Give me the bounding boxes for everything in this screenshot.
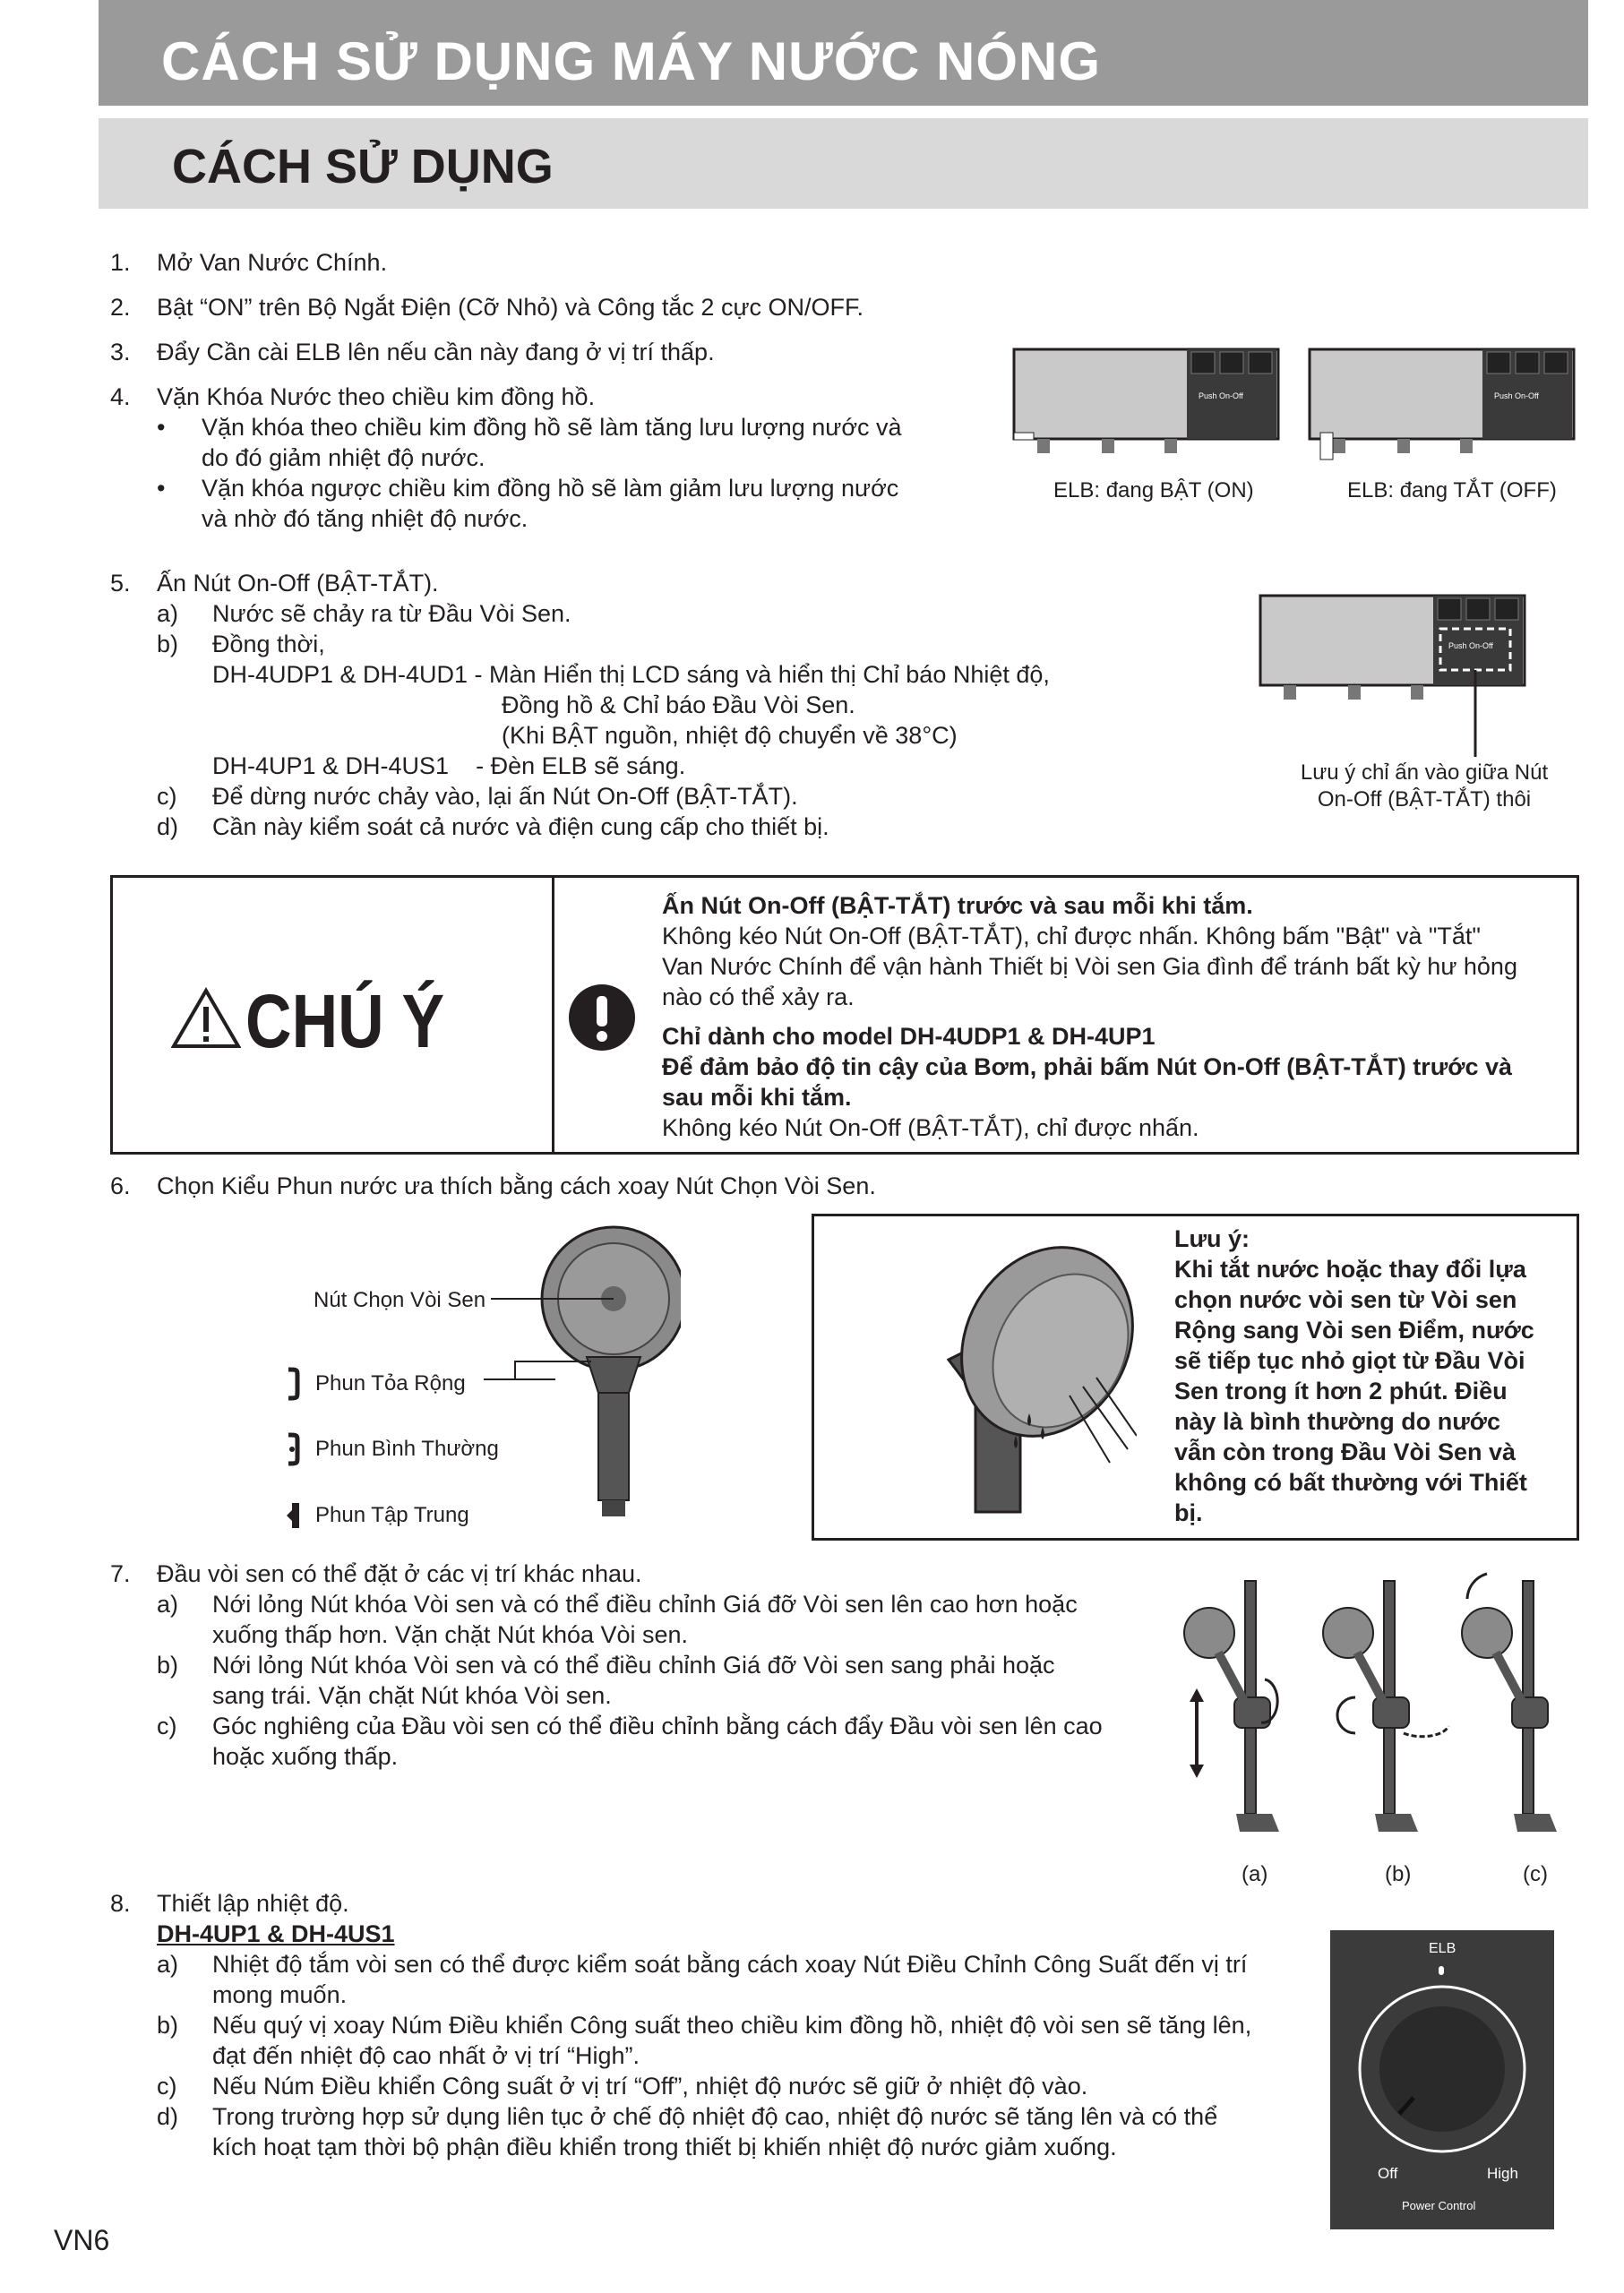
high-label: High xyxy=(1487,2165,1518,2182)
step-5b-text: Đồng thời, xyxy=(212,631,325,657)
spray-focus-icon xyxy=(285,1498,306,1533)
step-8d-line-1: Trong trường hợp sử dụng liên tục ở chế độ nhiệt độ cao, nhiệt độ nước sẽ tăng lên và có thể xyxy=(212,2103,1218,2130)
elb-off-caption: ELB: đang TẮT (OFF) xyxy=(1347,478,1557,502)
bullet: • xyxy=(157,414,166,441)
step-number: 5. xyxy=(110,570,131,597)
push-button-figure xyxy=(1259,591,1527,761)
power-control-label: Power Control xyxy=(1402,2199,1476,2212)
caution-line-3: Van Nước Chính để vận hành Thiết bị Vòi sen Gia đình để tránh bất kỳ hư hỏng xyxy=(662,953,1517,980)
step-7c-line-2: hoặc xuống thấp. xyxy=(212,1743,399,1770)
warning-triangle-icon xyxy=(171,987,241,1050)
step-8b-line-2: đạt đến nhiệt độ cao nhất ở vị trí “High”. xyxy=(212,2042,640,2069)
dripping-shower-illustration xyxy=(868,1234,1137,1521)
step-number: 8. xyxy=(110,1890,131,1917)
position-b xyxy=(1323,1581,1448,1832)
leader-lines xyxy=(484,1370,627,1397)
note-line-6: này là bình thường do nước xyxy=(1174,1408,1500,1435)
position-b-label: (b) xyxy=(1385,1862,1412,1886)
step-7b-line-2: sang trái. Vặn chặt Nút khóa Vòi sen. xyxy=(212,1682,612,1709)
step-5-text: Ấn Nút On-Off (BẬT-TẮT). xyxy=(157,570,439,597)
item-label: b) xyxy=(157,2012,179,2039)
item-label: b) xyxy=(157,1652,179,1679)
step-8-model: DH-4UP1 & DH-4US1 xyxy=(157,1920,395,1947)
page-title: CÁCH SỬ DỤNG MÁY NƯỚC NÓNG xyxy=(161,31,1101,91)
note-title: Lưu ý: xyxy=(1174,1225,1250,1252)
step-4-text: Vặn Khóa Nước theo chiều kim đồng hồ. xyxy=(157,383,596,410)
spray-normal-label: Phun Bình Thường xyxy=(315,1437,499,1461)
caution-line-7: sau mỗi khi tắm. xyxy=(662,1084,852,1111)
step-number: 2. xyxy=(110,294,131,321)
note-box xyxy=(812,1214,1579,1541)
elb-panel-label: ELB xyxy=(1429,1941,1456,1956)
item-label: c) xyxy=(157,1713,177,1739)
step-7c-line-1: Góc nghiêng của Đầu vòi sen có thể điều chỉnh bằng cách đẩy Đầu vòi sen lên cao xyxy=(212,1713,1103,1739)
step-8b-line-1: Nếu quý vị xoay Núm Điều khiển Công suất theo chiều kim đồng hồ, nhiệt độ vòi sen sẽ tăng lên, xyxy=(212,2012,1252,2039)
step-8d-line-2: kích hoạt tạm thời bộ phận điều khiển trong thiết bị khiến nhiệt độ nước giảm xuống. xyxy=(212,2134,1117,2160)
selector-label: Nút Chọn Vòi Sen xyxy=(314,1288,486,1312)
bullet: • xyxy=(157,475,166,502)
item-label: a) xyxy=(157,600,179,627)
svg-text:Push On-Off: Push On-Off xyxy=(1494,391,1539,400)
caution-line-5: Chỉ dành cho model DH-4UDP1 & DH-4UP1 xyxy=(662,1023,1156,1050)
note-line-7: vẫn còn trong Đầu Vòi Sen và xyxy=(1174,1438,1517,1465)
elb-on-caption: ELB: đang BẬT (ON) xyxy=(1053,478,1254,502)
step-5c-text: Để dừng nước chảy vào, lại ấn Nút On-Off (BẬT-TẮT). xyxy=(212,783,798,810)
item-label: c) xyxy=(157,2073,177,2100)
spray-wide-icon xyxy=(285,1366,306,1402)
push-note-1: Lưu ý chỉ ấn vào giữa Nút xyxy=(1300,760,1549,785)
step-5b-line-3: (Khi BẬT nguồn, nhiệt độ chuyển về 38°C) xyxy=(502,722,958,749)
push-note-2: On-Off (BẬT-TẮT) thôi xyxy=(1317,787,1532,812)
step-4-bullet-2: Vặn khóa ngược chiều kim đồng hồ sẽ làm giảm lưu lượng nước xyxy=(202,475,899,502)
elb-off-illustration xyxy=(1310,349,1574,459)
spray-focus-label: Phun Tập Trung xyxy=(315,1503,469,1527)
position-a xyxy=(1184,1581,1279,1832)
step-number: 3. xyxy=(110,339,131,365)
exclamation-icon xyxy=(568,983,636,1052)
note-line-5: Sen trong ít hơn 2 phút. Điều xyxy=(1174,1378,1508,1404)
note-line-4: sẽ tiếp tục nhỏ giọt từ Đầu Vòi xyxy=(1174,1347,1525,1374)
item-label: b) xyxy=(157,631,179,657)
note-line-3: Rộng sang Vòi sen Điểm, nước xyxy=(1174,1317,1534,1344)
step-8c-line-1: Nếu Núm Điều khiển Công suất ở vị trí “Off”, nhiệt độ nước sẽ giữ ở nhiệt độ vào. xyxy=(212,2073,1088,2100)
step-number: 7. xyxy=(110,1560,131,1587)
off-label: Off xyxy=(1378,2165,1398,2182)
step-8a-line-2: mong muốn. xyxy=(212,1981,348,2008)
step-7-text: Đầu vòi sen có thể đặt ở các vị trí khác nhau. xyxy=(157,1560,642,1587)
item-label: a) xyxy=(157,1591,179,1618)
elb-lamp xyxy=(1439,1966,1444,1975)
step-number: 6. xyxy=(110,1172,131,1199)
step-4-bullet-1: Vặn khóa theo chiều kim đồng hồ sẽ làm tăng lưu lượng nước và xyxy=(202,414,902,441)
step-5b-line-1: DH-4UDP1 & DH-4UD1 - Màn Hiển thị LCD sáng và hiển thị Chỉ báo Nhiệt độ, xyxy=(212,661,1050,688)
item-label: d) xyxy=(157,813,179,840)
caution-line-8: Không kéo Nút On-Off (BẬT-TẮT), chỉ được nhấn. xyxy=(662,1114,1199,1141)
page-number: VN6 xyxy=(54,2224,110,2256)
step-5a-text: Nước sẽ chảy ra từ Đầu Vòi Sen. xyxy=(212,600,571,627)
step-5b-line-4: DH-4UP1 & DH-4US1 - Đèn ELB sẽ sáng. xyxy=(212,752,686,779)
step-number: 1. xyxy=(110,249,131,276)
note-line-8: không có bất thường với Thiết xyxy=(1174,1469,1527,1496)
note-line-9: bị. xyxy=(1174,1499,1203,1526)
step-1-text: Mở Van Nước Chính. xyxy=(157,249,388,276)
step-5b-line-2: Đồng hồ & Chỉ báo Đầu Vòi Sen. xyxy=(502,691,855,718)
step-5d-text: Cần này kiểm soát cả nước và điện cung cấp cho thiết bị. xyxy=(212,813,829,840)
item-label: c) xyxy=(157,783,177,810)
step-8a-line-1: Nhiệt độ tắm vòi sen có thể được kiểm soát bằng cách xoay Nút Điều Chỉnh Công Suất đến vị trí xyxy=(212,1951,1248,1978)
step-4-bullet-2-cont: và nhờ đó tăng nhiệt độ nước. xyxy=(202,505,528,532)
caution-line-4: nào có thể xảy ra. xyxy=(662,983,855,1010)
caution-title: CHÚ Ý xyxy=(245,979,445,1063)
step-4-bullet-1-cont: do đó giảm nhiệt độ nước. xyxy=(202,444,485,471)
caution-line-6: Để đảm bảo độ tin cậy của Bơm, phải bấm Nút On-Off (BẬT-TẮT) trước và xyxy=(662,1053,1513,1080)
step-7b-line-1: Nới lỏng Nút khóa Vòi sen và có thể điều chỉnh Giá đỡ Vòi sen sang phải hoặc xyxy=(212,1652,1055,1679)
subtitle-banner xyxy=(99,118,1588,209)
power-control-knob[interactable] xyxy=(1353,1980,1532,2159)
power-control-panel xyxy=(1330,1930,1554,2229)
spray-normal-icon xyxy=(285,1431,306,1467)
item-label: d) xyxy=(157,2103,179,2130)
position-c xyxy=(1462,1574,1557,1832)
item-label: a) xyxy=(157,1951,179,1978)
spray-wide-label: Phun Tỏa Rộng xyxy=(315,1371,466,1396)
caution-line-2: Không kéo Nút On-Off (BẬT-TẮT), chỉ được nhấn. Không bấm "Bật" và "Tắt" xyxy=(662,923,1482,949)
step-8-text: Thiết lập nhiệt độ. xyxy=(157,1890,349,1917)
caution-box xyxy=(110,875,1579,1155)
caution-line-1: Ấn Nút On-Off (BẬT-TẮT) trước và sau mỗi khi tắm. xyxy=(662,892,1253,919)
note-line-2: chọn nước vòi sen từ Vòi sen xyxy=(1174,1286,1517,1313)
svg-text:Push On-Off: Push On-Off xyxy=(1448,641,1493,650)
step-3-text: Đẩy Cần cài ELB lên nếu cần này đang ở vị trí thấp. xyxy=(157,339,715,365)
title-banner xyxy=(99,0,1588,106)
position-a-label: (a) xyxy=(1242,1862,1268,1886)
step-6-text: Chọn Kiểu Phun nước ưa thích bằng cách xoay Nút Chọn Vòi Sen. xyxy=(157,1172,876,1199)
step-7a-line-1: Nới lỏng Nút khóa Vòi sen và có thể điều chỉnh Giá đỡ Vòi sen lên cao hơn hoặc xyxy=(212,1591,1078,1618)
shower-positions-figure xyxy=(1164,1563,1585,1859)
elb-figures xyxy=(1012,345,1585,466)
elb-on-illustration xyxy=(1014,349,1278,453)
svg-text:Push On-Off: Push On-Off xyxy=(1199,391,1243,400)
position-c-label: (c) xyxy=(1523,1862,1548,1886)
note-line-1: Khi tắt nước hoặc thay đổi lựa xyxy=(1174,1256,1526,1283)
divider xyxy=(552,878,554,1152)
section-title: CÁCH SỬ DỤNG xyxy=(172,140,554,193)
step-number: 4. xyxy=(110,383,131,410)
step-7a-line-2: xuống thấp hơn. Vặn chặt Nút khóa Vòi sen. xyxy=(212,1621,689,1648)
step-2-text: Bật “ON” trên Bộ Ngắt Điện (Cỡ Nhỏ) và Công tắc 2 cực ON/OFF. xyxy=(157,294,864,321)
